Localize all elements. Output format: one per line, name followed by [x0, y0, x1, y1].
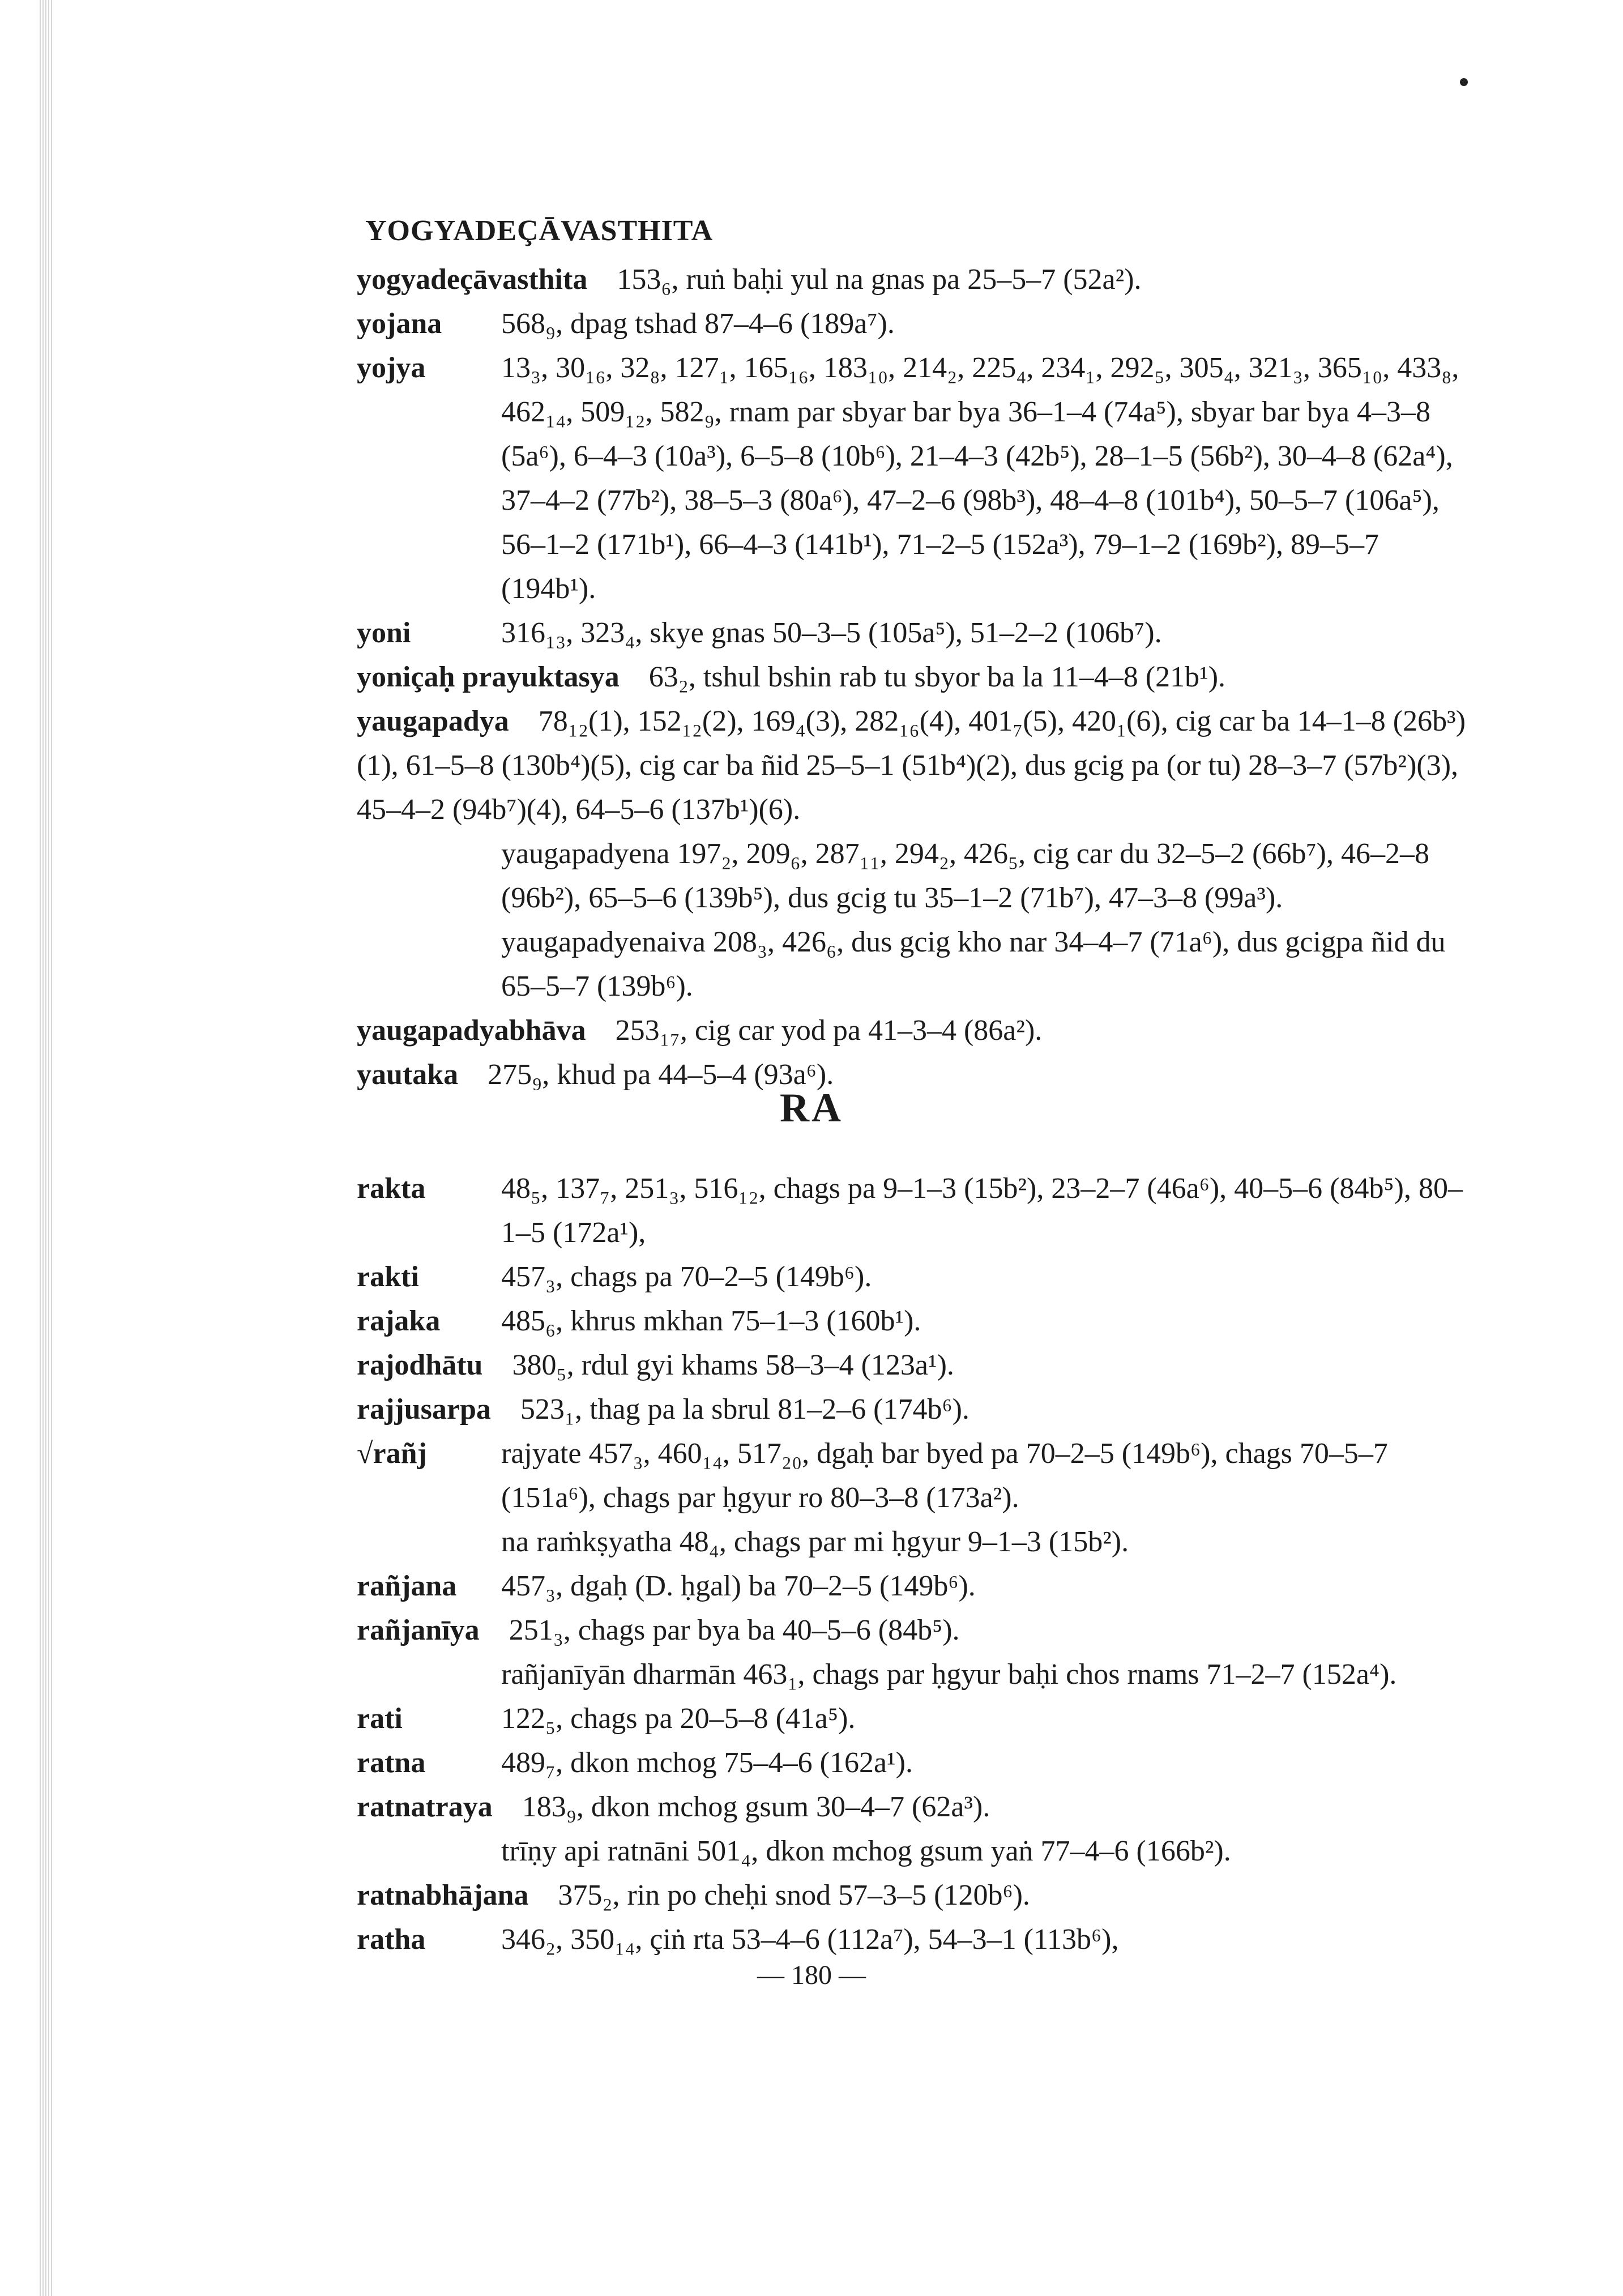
entry-references: 568₉, dpag tshad 87–4–6 (189a⁷).: [501, 308, 895, 340]
scanned-page-edge: [40, 0, 53, 2296]
entry-headword: rañjanīya: [357, 1614, 480, 1646]
dictionary-entry: [357, 1167, 1467, 1255]
dictionary-entry: [357, 1343, 1467, 1388]
entry-headword: ratnatraya: [357, 1791, 493, 1823]
entry-references: 489₇, dkon mchog 75–4–6 (162a¹).: [501, 1747, 913, 1779]
entry-references: 183₉, dkon mchog gsum 30–4–7 (62a³).: [522, 1791, 990, 1823]
entry-headword: yaugapadya: [357, 705, 509, 737]
entry-subform: rañjanīyān dharmān 463₁, chags par ḥgyur baḥi chos rnams 71–2–7 (152a⁴).: [501, 1658, 1397, 1691]
entry-headword: rajaka: [357, 1305, 441, 1337]
entry-headword: rajodhātu: [357, 1349, 483, 1381]
dictionary-entry: [357, 1388, 1467, 1432]
entry-headword: yojana: [357, 308, 442, 340]
dictionary-entry: [357, 1432, 1467, 1520]
dictionary-entry: [357, 1741, 1467, 1785]
dictionary-entry: [357, 302, 1467, 346]
entry-references: 523₁, thag pa la sbrul 81–2–6 (174b⁶).: [520, 1393, 969, 1426]
dictionary-entry: [357, 1564, 1467, 1608]
entry-headword: √rañj: [357, 1437, 427, 1470]
entry-subform: na raṁkṣyatha 48₄, chags par mi ḥgyur 9–1–3 (15b²).: [501, 1526, 1129, 1558]
entry-headword: rakti: [357, 1261, 419, 1293]
entry-headword: ratha: [357, 1923, 426, 1956]
entry-references: 485₆, khrus mkhan 75–1–3 (160b¹).: [501, 1305, 921, 1337]
dictionary-entry: [357, 1255, 1467, 1299]
page-number: — 180 —: [757, 1960, 866, 1990]
entry-headword: yogyadeçāvasthita: [357, 263, 588, 296]
entry-headword: ratna: [357, 1747, 426, 1779]
entry-references: 48₅, 137₇, 251₃, 516₁₂, chags pa 9–1–3 (15b²), 23–2–7 (46a⁶), 40–5–6 (84b⁵), 80–1–5 (172a¹),: [501, 1172, 1463, 1249]
entry-headword: yautaka: [357, 1059, 459, 1091]
entry-headword: ratnabhājana: [357, 1879, 529, 1911]
dictionary-entry: [357, 1918, 1467, 1962]
dictionary-entry: [357, 1608, 1467, 1653]
entry-references: 457₃, dgaḥ (D. ḥgal) ba 70–2–5 (149b⁶).: [501, 1570, 976, 1602]
entry-references: 13₃, 30₁₆, 32₈, 127₁, 165₁₆, 183₁₀, 214₂, 225₄, 234₁, 292₅, 305₄, 321₃, 365₁₀, 433₈, 462₁₄, 509₁₂, 582₉, rnam par sbyar bar bya 36–1–4 (74a⁵), sbyar bar bya 4–3–8 (5a⁶), 6–4–3 (10a³), 6–5–8 (10b⁶), 21–4–3 (42b⁵), 28–1–5 (56b²), 30–4–8 (62a⁴), 37–4–2 (77b²), 38–5–3 (80a⁶), 47–2–6 (98b³), 48–4–8 (101b⁴), 50–5–7 (106a⁵), 56–1–2 (171b¹), 66–4–3 (141b¹), 71–2–5 (152a³), 79–1–2 (169b²), 89–5–7 (194b¹).: [501, 352, 1459, 605]
entry-references: 275₉, khud pa 44–5–4 (93a⁶).: [488, 1059, 834, 1091]
dictionary-entry: [357, 611, 1467, 655]
dictionary-entry: [357, 655, 1467, 699]
dictionary-entry: [357, 1009, 1467, 1053]
dictionary-entry: [357, 346, 1467, 611]
entry-subform: trīṇy api ratnāni 501₄, dkon mchog gsum yaṅ 77–4–6 (166b²).: [501, 1835, 1231, 1867]
entry-headword: yoni: [357, 617, 411, 649]
entry-references: 346₂, 350₁₄, çiṅ rta 53–4–6 (112a⁷), 54–3–1 (113b⁶),: [501, 1923, 1119, 1956]
entries-top: [357, 258, 1467, 1097]
entry-references: 375₂, rin po cheḥi snod 57–3–5 (120b⁶).: [558, 1879, 1030, 1911]
dictionary-entry: [357, 1697, 1467, 1741]
dictionary-entry: [357, 1299, 1467, 1343]
dictionary-entry: [357, 699, 1467, 832]
section-heading: RA: [780, 1085, 843, 1130]
entry-references: 380₅, rdul gyi khams 58–3–4 (123a¹).: [512, 1349, 954, 1381]
dictionary-entry: [357, 258, 1467, 302]
entry-references: 457₃, chags pa 70–2–5 (149b⁶).: [501, 1261, 872, 1293]
entry-headword: rañjana: [357, 1570, 457, 1602]
entry-subform: yaugapadyenaiva 208₃, 426₆, dus gcig kho nar 34–4–7 (71a⁶), dus gcigpa ñid du 65–5–7 (139b⁶).: [501, 926, 1446, 1002]
entry-headword: yoniçaḥ prayuktasya: [357, 661, 620, 693]
entry-references: 153₆, ruṅ baḥi yul na gnas pa 25–5–7 (52a²).: [617, 263, 1142, 296]
entry-references: rajyate 457₃, 460₁₄, 517₂₀, dgaḥ bar byed pa 70–2–5 (149b⁶), chags 70–5–7 (151a⁶), chags par ḥgyur ro 80–3–8 (173a²).: [501, 1437, 1388, 1514]
entry-headword: yojya: [357, 352, 426, 384]
entry-references: 78₁₂(1), 152₁₂(2), 169₄(3), 282₁₆(4), 401₇(5), 420₁(6), cig car ba 14–1–8 (26b³)(1), 61–5–8 (130b⁴)(5), cig car ba ñid 25–5–1 (51b⁴)(2), dus gcig pa (or tu) 28–3–7 (57b²)(3), 45–4–2 (94b⁷)(4), 64–5–6 (137b¹)(6).: [357, 705, 1466, 826]
entry-references: 122₅, chags pa 20–5–8 (41a⁵).: [501, 1702, 856, 1735]
entries-ra: [357, 1167, 1467, 1962]
entry-references: 63₂, tshul bshin rab tu sbyor ba la 11–4–8 (21b¹).: [648, 661, 1226, 693]
dictionary-entry: [357, 1873, 1467, 1918]
entry-references: 253₁₇, cig car yod pa 41–3–4 (86a²).: [615, 1014, 1043, 1047]
ink-speck: [1460, 78, 1468, 86]
entry-references: 251₃, chags par bya ba 40–5–6 (84b⁵).: [509, 1614, 960, 1646]
dictionary-entry: [357, 1785, 1467, 1829]
running-head: YOGYADEÇĀVASTHITA: [365, 215, 714, 247]
entry-subform: yaugapadyena 197₂, 209₆, 287₁₁, 294₂, 426₅, cig car du 32–5–2 (66b⁷), 46–2–8 (96b²), 65–5–6 (139b⁵), dus gcig tu 35–1–2 (71b⁷), 47–3–8 (99a³).: [501, 838, 1429, 914]
entry-headword: rakta: [357, 1172, 426, 1205]
entry-headword: rajjusarpa: [357, 1393, 491, 1426]
entry-references: 316₁₃, 323₄, skye gnas 50–3–5 (105a⁵), 51–2–2 (106b⁷).: [501, 617, 1162, 649]
entry-headword: rati: [357, 1702, 403, 1735]
entry-headword: yaugapadyabhāva: [357, 1014, 586, 1047]
